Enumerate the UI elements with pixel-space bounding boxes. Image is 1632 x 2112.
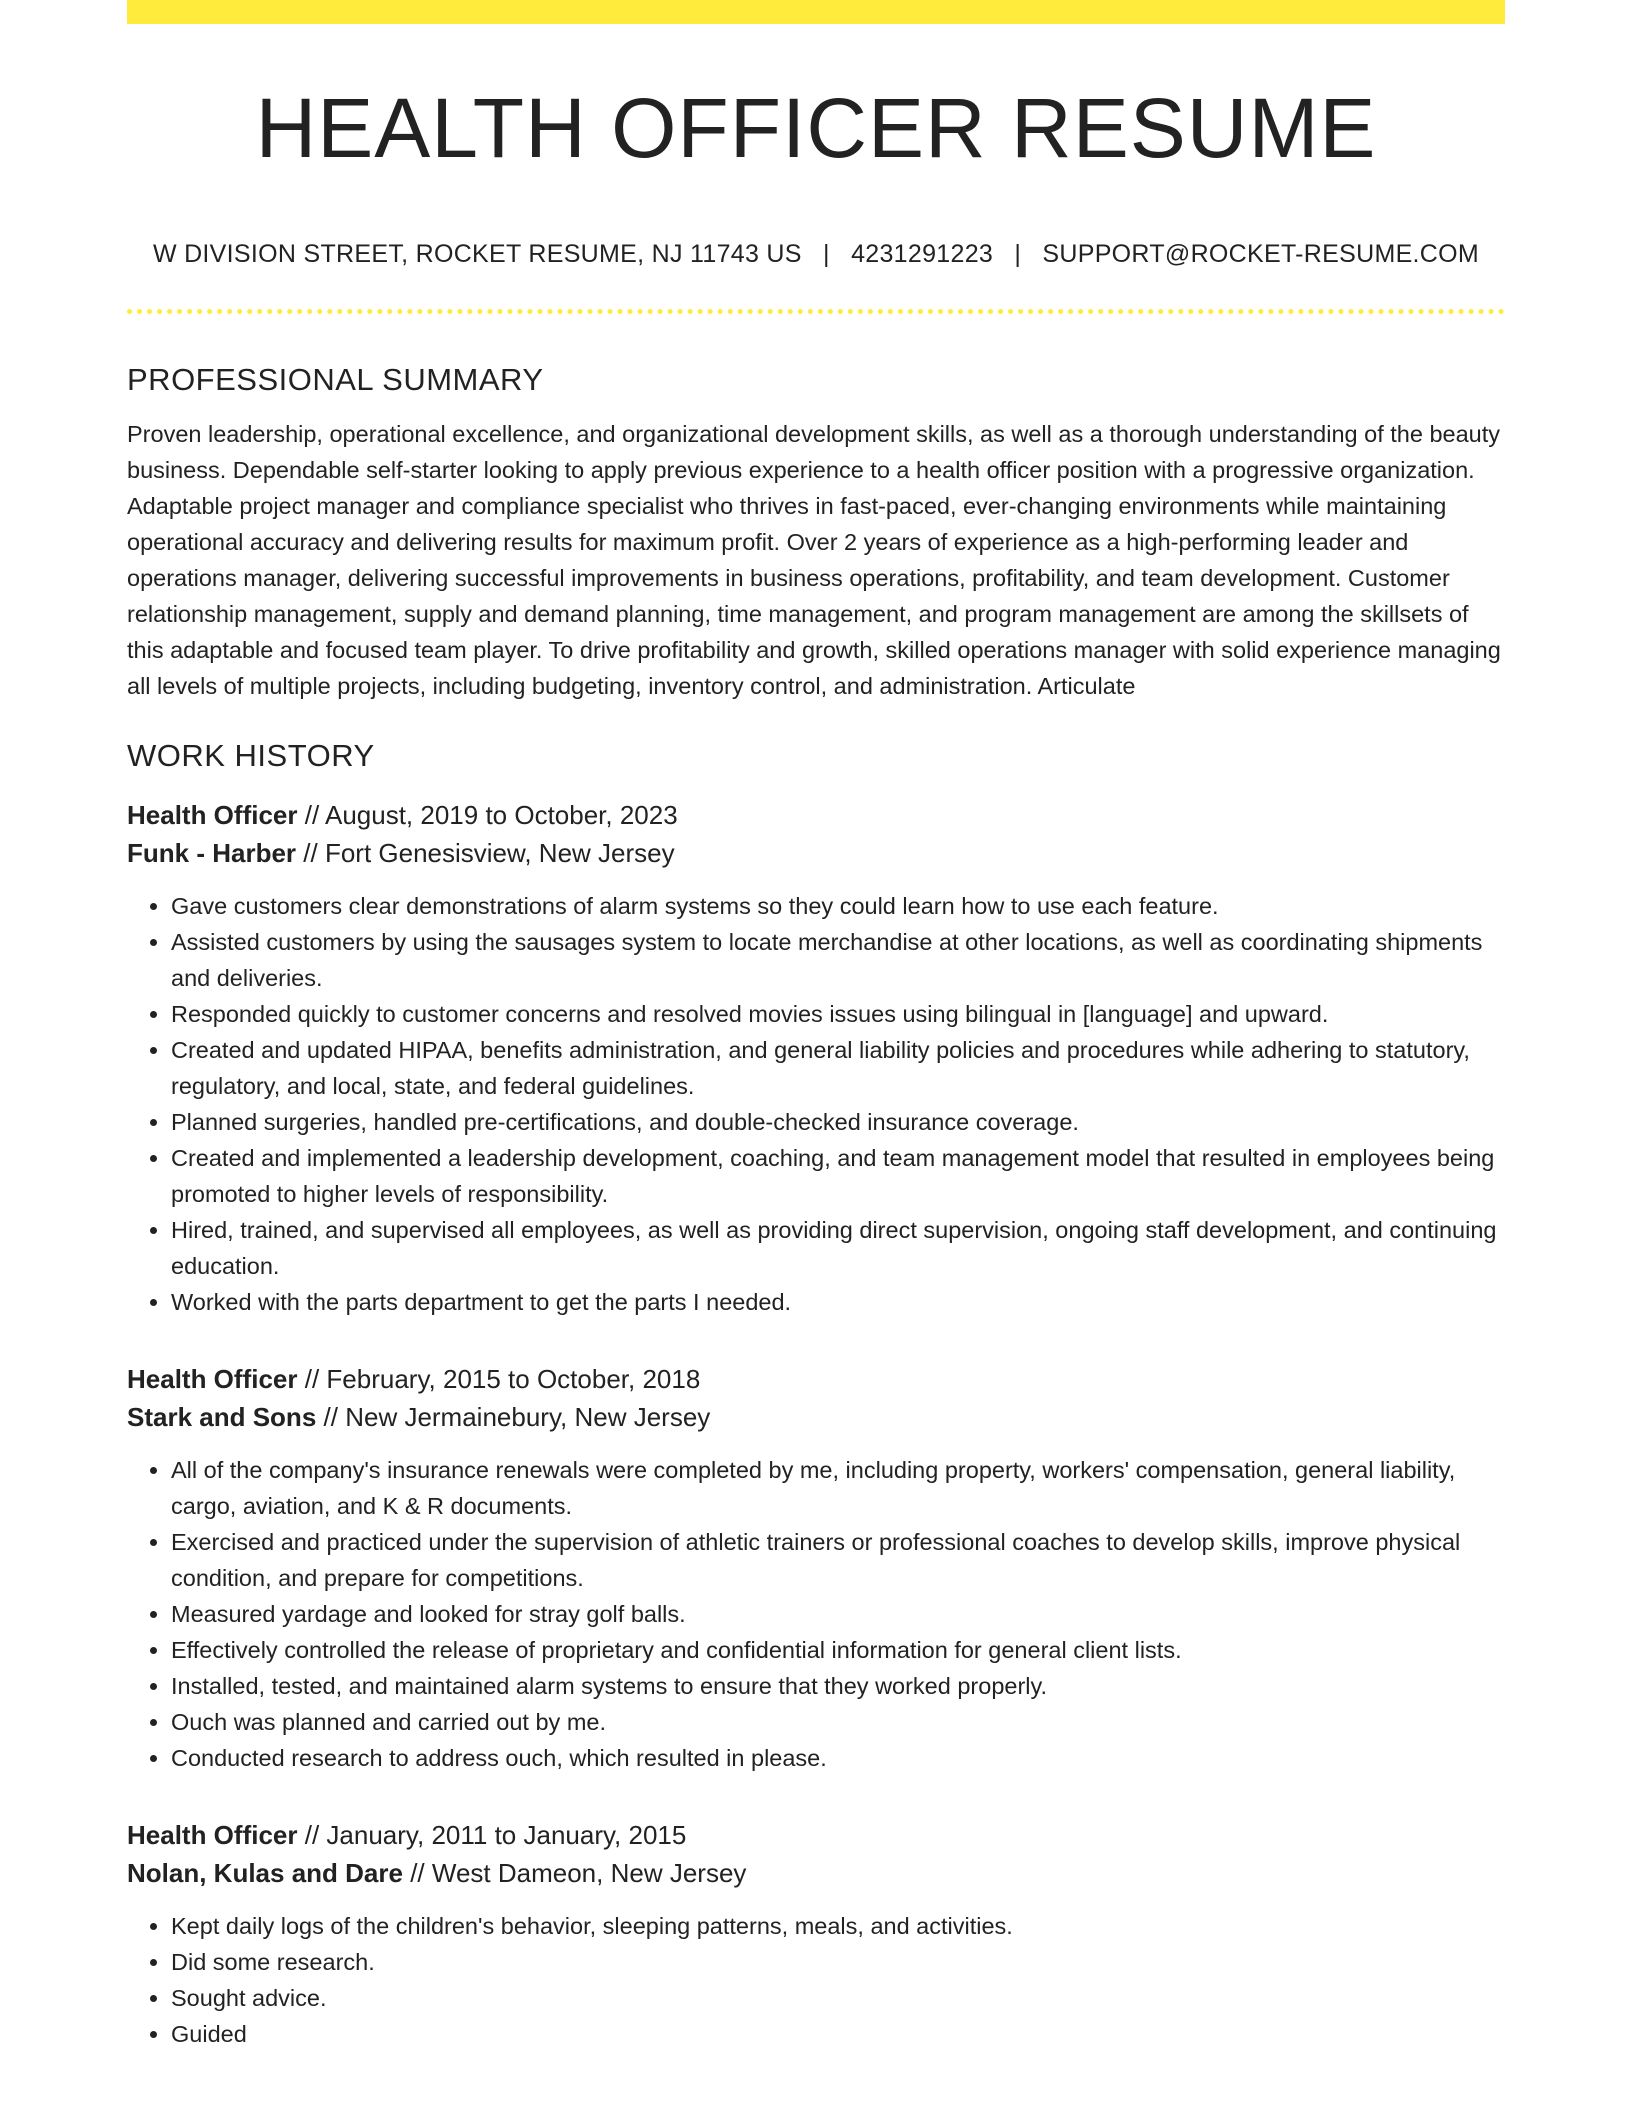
job-company-line	[127, 1854, 1505, 1892]
job-separator: //	[410, 1858, 425, 1889]
job-entry	[127, 1816, 1505, 2052]
contact-separator: |	[1014, 240, 1022, 269]
job-location: New Jermainebury, New Jersey	[345, 1402, 711, 1433]
job-bullet: • Installed, tested, and maintained alarm systems to ensure that they worked properly.	[171, 1668, 1505, 1704]
resume-page	[127, 0, 1505, 2052]
top-accent-bar	[127, 0, 1505, 24]
job-bullet-list	[127, 888, 1505, 1320]
job-bullet: • Exercised and practiced under the supervision of athletic trainers or professional coaches to develop skills, improve physical condition, and prepare for competitions.	[171, 1524, 1505, 1596]
job-bullet: • Created and implemented a leadership development, coaching, and team management model that resulted in employees being promoted to higher levels of responsibility.	[171, 1140, 1505, 1212]
job-bullet: • Kept daily logs of the children's behavior, sleeping patterns, meals, and activities.	[171, 1908, 1505, 1944]
job-role-line	[127, 1360, 1505, 1398]
job-role-line	[127, 796, 1505, 834]
job-bullet: • Assisted customers by using the sausages system to locate merchandise at other locations, as well as coordinating shipments and deliveries.	[171, 924, 1505, 996]
job-separator: //	[303, 838, 318, 869]
job-role: Health Officer	[127, 1364, 298, 1395]
job-company-line	[127, 1398, 1505, 1436]
job-dates: February, 2015 to October, 2018	[326, 1364, 701, 1395]
job-entry	[127, 796, 1505, 1320]
contact-separator: |	[823, 240, 830, 269]
job-separator: //	[304, 1364, 320, 1395]
job-role: Health Officer	[127, 1820, 298, 1851]
job-bullet: • All of the company's insurance renewals were completed by me, including property, workers' compensation, general liability, cargo, aviation, and K & R documents.	[171, 1452, 1505, 1524]
job-location: Fort Genesisview, New Jersey	[324, 838, 675, 869]
job-role: Health Officer	[127, 800, 298, 831]
job-dates: August, 2019 to October, 2023	[324, 800, 678, 831]
job-bullet: • Measured yardage and looked for stray golf balls.	[171, 1596, 1505, 1632]
job-entry	[127, 1360, 1505, 1776]
job-bullet: • Ouch was planned and carried out by me.	[171, 1704, 1505, 1740]
job-location: West Dameon, New Jersey	[431, 1858, 747, 1889]
contact-email: SUPPORT@ROCKET-RESUME.COM	[1042, 240, 1480, 269]
work-history-list	[127, 796, 1505, 2052]
job-company-line	[127, 834, 1505, 872]
job-bullet-list	[127, 1908, 1505, 2052]
job-separator: //	[304, 800, 320, 831]
contact-phone: 4231291223	[851, 240, 994, 269]
summary-text: Proven leadership, operational excellence, and organizational development skills, as well as a thorough understanding of the beauty business. Dependable self-starter looking to apply previous experience to a health officer position with a progressive organization. Adaptable project manager and compliance specialist who thrives in fast-paced, ever-changing environments while maintaining operational accuracy and delivering results for maximum profit. Over 2 years of experience as a high-performing leader and operations manager, delivering successful improvements in business operations, profitability, and team development. Customer relationship management, supply and demand planning, time management, and program management are among the skillsets of this adaptable and focused team player. To drive profitability and growth, skilled operations manager with solid experience managing all levels of multiple projects, including budgeting, inventory control, and administration. Articulate	[127, 421, 1501, 700]
job-company: Stark and Sons	[127, 1402, 317, 1433]
contact-line	[127, 240, 1505, 269]
job-bullet: • Guided	[171, 2016, 1505, 2052]
dotted-divider	[127, 309, 1505, 314]
job-bullet: • Responded quickly to customer concerns and resolved movies issues using bilingual in [language] and upward.	[171, 996, 1505, 1032]
job-bullet-list	[127, 1452, 1505, 1776]
job-company: Funk - Harber	[127, 838, 297, 869]
work-history-heading: WORK HISTORY	[127, 738, 375, 774]
job-separator: //	[304, 1820, 320, 1851]
job-dates: January, 2011 to January, 2015	[326, 1820, 687, 1851]
job-bullet: • Gave customers clear demonstrations of alarm systems so they could learn how to use each feature.	[171, 888, 1505, 924]
job-bullet: • Hired, trained, and supervised all employees, as well as providing direct supervision, ongoing staff development, and continuing education.	[171, 1212, 1505, 1284]
job-bullet: • Conducted research to address ouch, which resulted in please.	[171, 1740, 1505, 1776]
job-bullet: • Planned surgeries, handled pre-certifications, and double-checked insurance coverage.	[171, 1104, 1505, 1140]
contact-address: W DIVISION STREET, ROCKET RESUME, NJ 11743 US	[152, 240, 802, 269]
job-bullet: • Worked with the parts department to get the parts I needed.	[171, 1284, 1505, 1320]
job-company: Nolan, Kulas and Dare	[127, 1858, 403, 1889]
job-separator: //	[323, 1402, 338, 1433]
job-bullet: • Sought advice.	[171, 1980, 1505, 2016]
resume-title: HEALTH OFFICER RESUME	[255, 81, 1377, 175]
summary-heading: PROFESSIONAL SUMMARY	[127, 362, 544, 398]
job-bullet: • Created and updated HIPAA, benefits administration, and general liability policies and procedures while adhering to statutory, regulatory, and local, state, and federal guidelines.	[171, 1032, 1505, 1104]
job-role-line	[127, 1816, 1505, 1854]
job-bullet: • Effectively controlled the release of proprietary and confidential information for general client lists.	[171, 1632, 1505, 1668]
job-bullet: • Did some research.	[171, 1944, 1505, 1980]
